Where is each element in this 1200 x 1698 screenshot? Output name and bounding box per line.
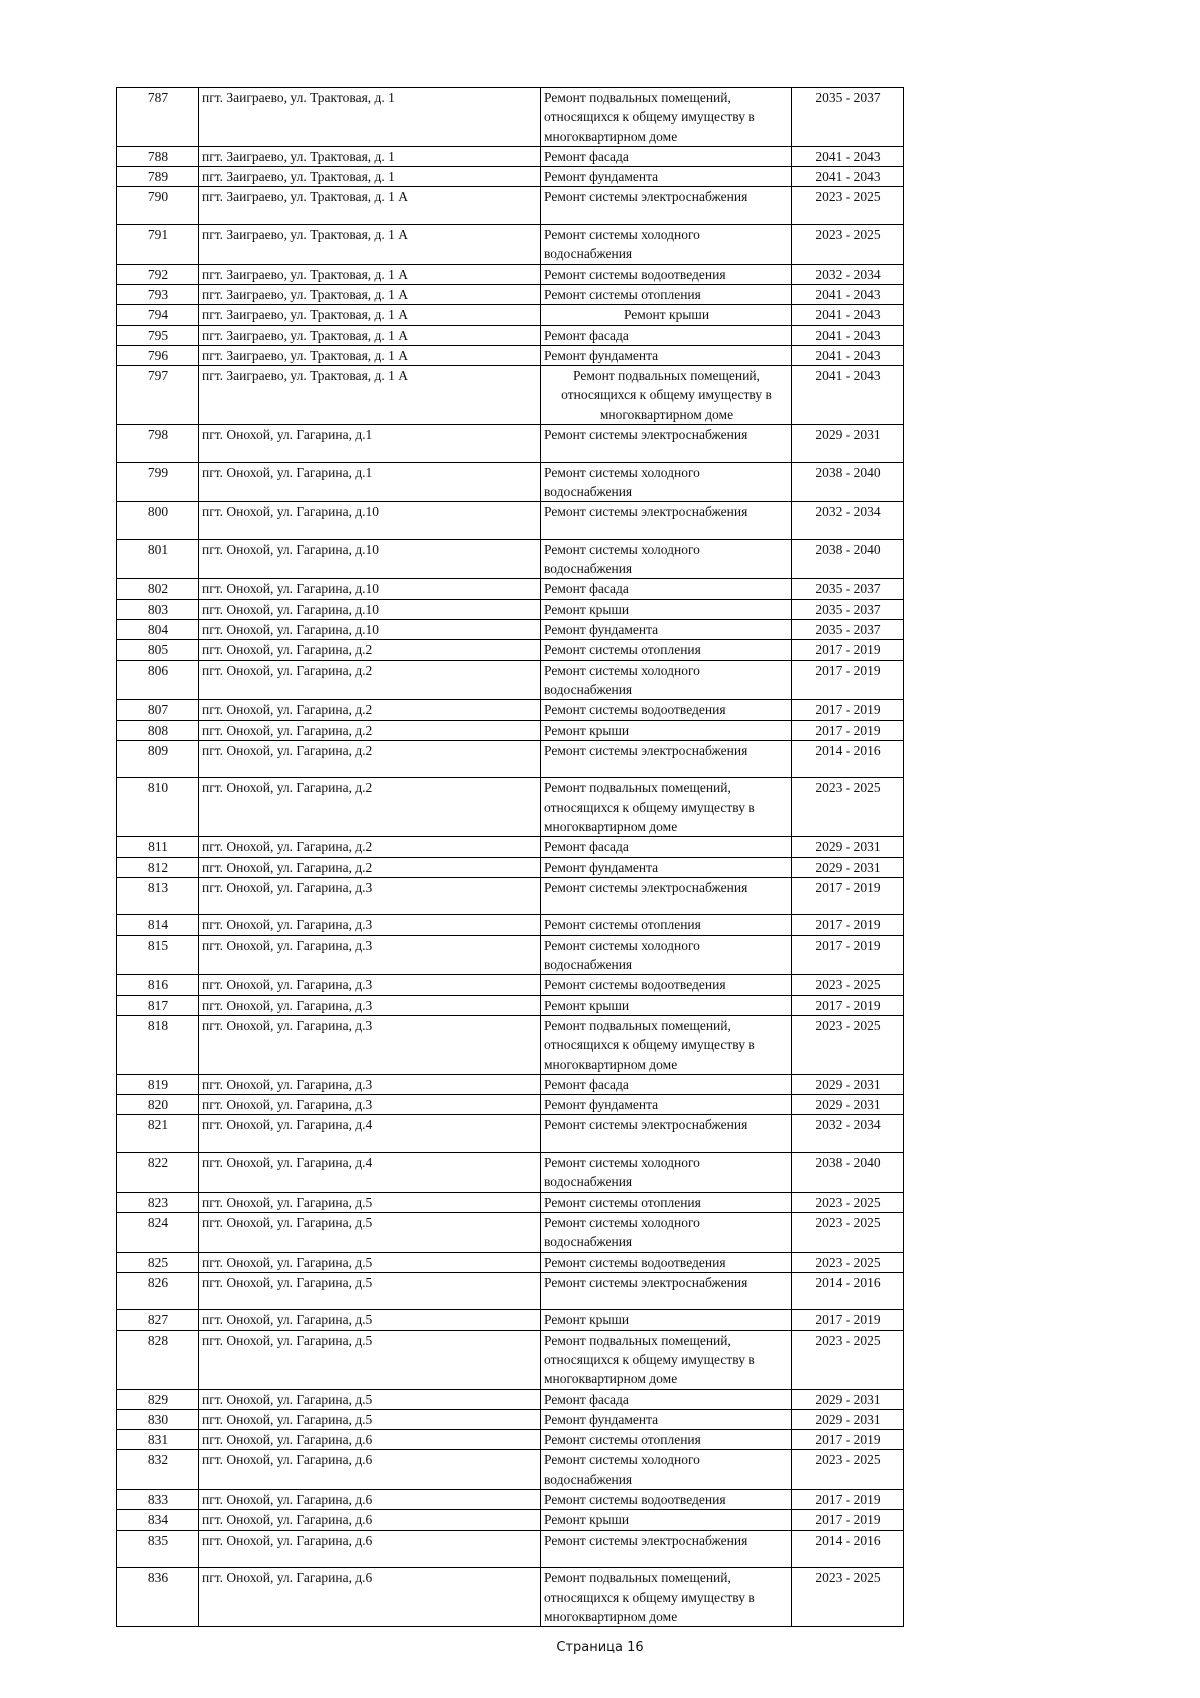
period-cell: 2029 - 2031 — [792, 837, 904, 857]
address-cell: пгт. Онохой, ул. Гагарина, д.6 — [199, 1450, 541, 1490]
address-cell: пгт. Онохой, ул. Гагарина, д.4 — [199, 1115, 541, 1153]
table-row — [117, 88, 904, 147]
period-cell: 2038 - 2040 — [792, 1153, 904, 1193]
table-row — [117, 579, 904, 599]
work-type-cell: Ремонт фундамента — [541, 167, 792, 187]
table-row — [117, 305, 904, 325]
period-cell: 2017 - 2019 — [792, 995, 904, 1015]
row-number-cell: 801 — [117, 539, 199, 579]
period-cell: 2023 - 2025 — [792, 1568, 904, 1627]
table-row — [117, 345, 904, 365]
table-row — [117, 167, 904, 187]
period-cell: 2029 - 2031 — [792, 857, 904, 877]
row-number-cell: 796 — [117, 345, 199, 365]
table-row — [117, 1192, 904, 1212]
work-type-cell: Ремонт подвальных помещений, относящихся к общему имуществу в многоквартирном доме — [541, 1330, 792, 1389]
work-type-cell: Ремонт системы отопления — [541, 640, 792, 660]
period-cell: 2029 - 2031 — [792, 425, 904, 463]
work-type-cell: Ремонт фасада — [541, 1389, 792, 1409]
row-number-cell: 823 — [117, 1192, 199, 1212]
row-number-cell: 787 — [117, 88, 199, 147]
address-cell: пгт. Онохой, ул. Гагарина, д.3 — [199, 1074, 541, 1094]
period-cell: 2017 - 2019 — [792, 915, 904, 935]
period-cell: 2017 - 2019 — [792, 720, 904, 740]
row-number-cell: 815 — [117, 935, 199, 975]
work-type-cell: Ремонт системы водоотведения — [541, 975, 792, 995]
row-number-cell: 791 — [117, 225, 199, 265]
work-type-cell: Ремонт крыши — [541, 720, 792, 740]
period-cell: 2017 - 2019 — [792, 1510, 904, 1530]
row-number-cell: 834 — [117, 1510, 199, 1530]
row-number-cell: 824 — [117, 1212, 199, 1252]
row-number-cell: 825 — [117, 1252, 199, 1272]
table-row — [117, 1095, 904, 1115]
table-row — [117, 1074, 904, 1094]
work-type-cell: Ремонт системы отопления — [541, 1430, 792, 1450]
work-type-cell: Ремонт фасада — [541, 837, 792, 857]
period-cell: 2029 - 2031 — [792, 1409, 904, 1429]
address-cell: пгт. Онохой, ул. Гагарина, д.6 — [199, 1568, 541, 1627]
period-cell: 2035 - 2037 — [792, 579, 904, 599]
table-row — [117, 1153, 904, 1193]
work-type-cell: Ремонт фундамента — [541, 620, 792, 640]
period-cell: 2038 - 2040 — [792, 462, 904, 502]
row-number-cell: 832 — [117, 1450, 199, 1490]
period-cell: 2023 - 2025 — [792, 187, 904, 225]
address-cell: пгт. Онохой, ул. Гагарина, д.3 — [199, 1015, 541, 1074]
period-cell: 2035 - 2037 — [792, 620, 904, 640]
table-row — [117, 1310, 904, 1330]
address-cell: пгт. Онохой, ул. Гагарина, д.1 — [199, 425, 541, 463]
address-cell: пгт. Онохой, ул. Гагарина, д.3 — [199, 995, 541, 1015]
row-number-cell: 833 — [117, 1490, 199, 1510]
table-row — [117, 935, 904, 975]
work-type-cell: Ремонт подвальных помещений, относящихся к общему имуществу в многоквартирном доме — [541, 1568, 792, 1627]
table-row — [117, 1212, 904, 1252]
period-cell: 2041 - 2043 — [792, 345, 904, 365]
work-type-cell: Ремонт системы электроснабжения — [541, 425, 792, 463]
address-cell: пгт. Онохой, ул. Гагарина, д.5 — [199, 1310, 541, 1330]
table-row — [117, 1490, 904, 1510]
table-row — [117, 660, 904, 700]
address-cell: пгт. Онохой, ул. Гагарина, д.6 — [199, 1510, 541, 1530]
table-row — [117, 778, 904, 837]
row-number-cell: 788 — [117, 146, 199, 166]
table-row — [117, 1568, 904, 1627]
work-type-cell: Ремонт системы водоотведения — [541, 264, 792, 284]
address-cell: пгт. Онохой, ул. Гагарина, д.3 — [199, 915, 541, 935]
row-number-cell: 826 — [117, 1272, 199, 1310]
work-type-cell: Ремонт системы отопления — [541, 1192, 792, 1212]
table-row — [117, 1115, 904, 1153]
table-row — [117, 700, 904, 720]
work-type-cell: Ремонт системы холодного водоснабжения — [541, 539, 792, 579]
work-type-cell: Ремонт системы холодного водоснабжения — [541, 660, 792, 700]
address-cell: пгт. Онохой, ул. Гагарина, д.3 — [199, 877, 541, 915]
table-row — [117, 740, 904, 778]
row-number-cell: 798 — [117, 425, 199, 463]
row-number-cell: 794 — [117, 305, 199, 325]
period-cell: 2041 - 2043 — [792, 284, 904, 304]
row-number-cell: 819 — [117, 1074, 199, 1094]
work-type-cell: Ремонт системы холодного водоснабжения — [541, 225, 792, 265]
row-number-cell: 807 — [117, 700, 199, 720]
address-cell: пгт. Онохой, ул. Гагарина, д.5 — [199, 1192, 541, 1212]
address-cell: пгт. Онохой, ул. Гагарина, д.6 — [199, 1530, 541, 1568]
work-type-cell: Ремонт фундамента — [541, 1095, 792, 1115]
period-cell: 2023 - 2025 — [792, 1252, 904, 1272]
work-type-cell: Ремонт фундамента — [541, 345, 792, 365]
address-cell: пгт. Онохой, ул. Гагарина, д.5 — [199, 1212, 541, 1252]
table-row — [117, 1252, 904, 1272]
table-row — [117, 539, 904, 579]
work-type-cell: Ремонт крыши — [541, 995, 792, 1015]
period-cell: 2023 - 2025 — [792, 778, 904, 837]
address-cell: пгт. Онохой, ул. Гагарина, д.2 — [199, 837, 541, 857]
address-cell: пгт. Заиграево, ул. Трактовая, д. 1 — [199, 146, 541, 166]
work-type-cell: Ремонт фундамента — [541, 1409, 792, 1429]
address-cell: пгт. Заиграево, ул. Трактовая, д. 1 А — [199, 264, 541, 284]
table-row — [117, 462, 904, 502]
period-cell: 2029 - 2031 — [792, 1389, 904, 1409]
row-number-cell: 809 — [117, 740, 199, 778]
row-number-cell: 814 — [117, 915, 199, 935]
table-row — [117, 720, 904, 740]
row-number-cell: 802 — [117, 579, 199, 599]
row-number-cell: 806 — [117, 660, 199, 700]
table-row — [117, 502, 904, 540]
row-number-cell: 795 — [117, 325, 199, 345]
row-number-cell: 820 — [117, 1095, 199, 1115]
work-type-cell: Ремонт системы электроснабжения — [541, 1272, 792, 1310]
table-row — [117, 325, 904, 345]
address-cell: пгт. Онохой, ул. Гагарина, д.5 — [199, 1252, 541, 1272]
row-number-cell: 813 — [117, 877, 199, 915]
row-number-cell: 792 — [117, 264, 199, 284]
period-cell: 2023 - 2025 — [792, 1330, 904, 1389]
period-cell: 2029 - 2031 — [792, 1074, 904, 1094]
period-cell: 2041 - 2043 — [792, 325, 904, 345]
row-number-cell: 827 — [117, 1310, 199, 1330]
address-cell: пгт. Заиграево, ул. Трактовая, д. 1 А — [199, 345, 541, 365]
address-cell: пгт. Онохой, ул. Гагарина, д.6 — [199, 1430, 541, 1450]
row-number-cell: 818 — [117, 1015, 199, 1074]
work-type-cell: Ремонт системы холодного водоснабжения — [541, 935, 792, 975]
address-cell: пгт. Онохой, ул. Гагарина, д.2 — [199, 740, 541, 778]
work-type-cell: Ремонт системы холодного водоснабжения — [541, 1450, 792, 1490]
period-cell: 2035 - 2037 — [792, 88, 904, 147]
work-type-cell: Ремонт системы электроснабжения — [541, 1115, 792, 1153]
table-row — [117, 857, 904, 877]
period-cell: 2023 - 2025 — [792, 1015, 904, 1074]
address-cell: пгт. Онохой, ул. Гагарина, д.2 — [199, 778, 541, 837]
row-number-cell: 817 — [117, 995, 199, 1015]
period-cell: 2023 - 2025 — [792, 1192, 904, 1212]
work-type-cell: Ремонт системы электроснабжения — [541, 877, 792, 915]
period-cell: 2035 - 2037 — [792, 599, 904, 619]
table-row — [117, 1530, 904, 1568]
period-cell: 2017 - 2019 — [792, 640, 904, 660]
period-cell: 2032 - 2034 — [792, 1115, 904, 1153]
period-cell: 2017 - 2019 — [792, 700, 904, 720]
address-cell: пгт. Онохой, ул. Гагарина, д.4 — [199, 1153, 541, 1193]
row-number-cell: 811 — [117, 837, 199, 857]
table-row — [117, 1510, 904, 1530]
address-cell: пгт. Онохой, ул. Гагарина, д.5 — [199, 1389, 541, 1409]
work-type-cell: Ремонт фасада — [541, 1074, 792, 1094]
address-cell: пгт. Заиграево, ул. Трактовая, д. 1 А — [199, 187, 541, 225]
period-cell: 2017 - 2019 — [792, 660, 904, 700]
row-number-cell: 812 — [117, 857, 199, 877]
table-row — [117, 1015, 904, 1074]
work-type-cell: Ремонт фундамента — [541, 857, 792, 877]
work-type-cell: Ремонт подвальных помещений, относящихся к общему имуществу в многоквартирном доме — [541, 88, 792, 147]
row-number-cell: 808 — [117, 720, 199, 740]
address-cell: пгт. Заиграево, ул. Трактовая, д. 1 А — [199, 284, 541, 304]
period-cell: 2017 - 2019 — [792, 1430, 904, 1450]
period-cell: 2041 - 2043 — [792, 167, 904, 187]
address-cell: пгт. Онохой, ул. Гагарина, д.10 — [199, 502, 541, 540]
table-row — [117, 599, 904, 619]
address-cell: пгт. Онохой, ул. Гагарина, д.3 — [199, 1095, 541, 1115]
work-type-cell: Ремонт подвальных помещений, относящихся к общему имуществу в многоквартирном доме — [541, 366, 792, 425]
period-cell: 2029 - 2031 — [792, 1095, 904, 1115]
work-type-cell: Ремонт подвальных помещений, относящихся к общему имуществу в многоквартирном доме — [541, 1015, 792, 1074]
address-cell: пгт. Заиграево, ул. Трактовая, д. 1 — [199, 88, 541, 147]
work-type-cell: Ремонт системы водоотведения — [541, 1490, 792, 1510]
table-row — [117, 837, 904, 857]
work-type-cell: Ремонт крыши — [541, 1310, 792, 1330]
work-type-cell: Ремонт системы электроснабжения — [541, 1530, 792, 1568]
address-cell: пгт. Онохой, ул. Гагарина, д.10 — [199, 539, 541, 579]
row-number-cell: 805 — [117, 640, 199, 660]
row-number-cell: 828 — [117, 1330, 199, 1389]
period-cell: 2017 - 2019 — [792, 935, 904, 975]
address-cell: пгт. Онохой, ул. Гагарина, д.5 — [199, 1409, 541, 1429]
address-cell: пгт. Онохой, ул. Гагарина, д.10 — [199, 579, 541, 599]
work-type-cell: Ремонт системы электроснабжения — [541, 187, 792, 225]
work-type-cell: Ремонт системы отопления — [541, 915, 792, 935]
row-number-cell: 831 — [117, 1430, 199, 1450]
row-number-cell: 797 — [117, 366, 199, 425]
address-cell: пгт. Заиграево, ул. Трактовая, д. 1 — [199, 167, 541, 187]
row-number-cell: 804 — [117, 620, 199, 640]
address-cell: пгт. Онохой, ул. Гагарина, д.10 — [199, 620, 541, 640]
repair-schedule-table — [116, 87, 904, 1627]
table-row — [117, 284, 904, 304]
row-number-cell: 800 — [117, 502, 199, 540]
row-number-cell: 799 — [117, 462, 199, 502]
work-type-cell: Ремонт подвальных помещений, относящихся к общему имуществу в многоквартирном доме — [541, 778, 792, 837]
work-type-cell: Ремонт системы электроснабжения — [541, 502, 792, 540]
work-type-cell: Ремонт фасада — [541, 146, 792, 166]
work-type-cell: Ремонт системы водоотведения — [541, 1252, 792, 1272]
work-type-cell: Ремонт системы водоотведения — [541, 700, 792, 720]
row-number-cell: 803 — [117, 599, 199, 619]
table-row — [117, 1430, 904, 1450]
table-row — [117, 264, 904, 284]
period-cell: 2014 - 2016 — [792, 1272, 904, 1310]
work-type-cell: Ремонт крыши — [541, 305, 792, 325]
row-number-cell: 822 — [117, 1153, 199, 1193]
row-number-cell: 816 — [117, 975, 199, 995]
row-number-cell: 829 — [117, 1389, 199, 1409]
address-cell: пгт. Онохой, ул. Гагарина, д.10 — [199, 599, 541, 619]
address-cell: пгт. Онохой, ул. Гагарина, д.3 — [199, 975, 541, 995]
period-cell: 2023 - 2025 — [792, 225, 904, 265]
row-number-cell: 835 — [117, 1530, 199, 1568]
period-cell: 2038 - 2040 — [792, 539, 904, 579]
address-cell: пгт. Онохой, ул. Гагарина, д.2 — [199, 720, 541, 740]
table-row — [117, 620, 904, 640]
table-row — [117, 366, 904, 425]
address-cell: пгт. Онохой, ул. Гагарина, д.2 — [199, 660, 541, 700]
page-number: Страница 16 — [556, 1640, 644, 1655]
period-cell: 2017 - 2019 — [792, 877, 904, 915]
table-row — [117, 995, 904, 1015]
table-row — [117, 1330, 904, 1389]
row-number-cell: 790 — [117, 187, 199, 225]
work-type-cell: Ремонт системы холодного водоснабжения — [541, 1153, 792, 1193]
table-row — [117, 225, 904, 265]
period-cell: 2023 - 2025 — [792, 975, 904, 995]
table-row — [117, 915, 904, 935]
address-cell: пгт. Заиграево, ул. Трактовая, д. 1 А — [199, 366, 541, 425]
work-type-cell: Ремонт крыши — [541, 1510, 792, 1530]
row-number-cell: 810 — [117, 778, 199, 837]
row-number-cell: 821 — [117, 1115, 199, 1153]
work-type-cell: Ремонт фасада — [541, 579, 792, 599]
address-cell: пгт. Онохой, ул. Гагарина, д.2 — [199, 640, 541, 660]
work-type-cell: Ремонт системы холодного водоснабжения — [541, 1212, 792, 1252]
address-cell: пгт. Заиграево, ул. Трактовая, д. 1 А — [199, 305, 541, 325]
table-row — [117, 1409, 904, 1429]
work-type-cell: Ремонт фасада — [541, 325, 792, 345]
period-cell: 2014 - 2016 — [792, 740, 904, 778]
work-type-cell: Ремонт системы электроснабжения — [541, 740, 792, 778]
period-cell: 2032 - 2034 — [792, 502, 904, 540]
row-number-cell: 789 — [117, 167, 199, 187]
period-cell: 2017 - 2019 — [792, 1490, 904, 1510]
table-body — [117, 88, 904, 1627]
table-row — [117, 425, 904, 463]
address-cell: пгт. Онохой, ул. Гагарина, д.2 — [199, 700, 541, 720]
row-number-cell: 793 — [117, 284, 199, 304]
period-cell: 2041 - 2043 — [792, 305, 904, 325]
table-row — [117, 1272, 904, 1310]
period-cell: 2014 - 2016 — [792, 1530, 904, 1568]
work-type-cell: Ремонт крыши — [541, 599, 792, 619]
row-number-cell: 830 — [117, 1409, 199, 1429]
table-row — [117, 975, 904, 995]
address-cell: пгт. Заиграево, ул. Трактовая, д. 1 А — [199, 325, 541, 345]
work-type-cell: Ремонт системы отопления — [541, 284, 792, 304]
period-cell: 2032 - 2034 — [792, 264, 904, 284]
address-cell: пгт. Онохой, ул. Гагарина, д.3 — [199, 935, 541, 975]
period-cell: 2017 - 2019 — [792, 1310, 904, 1330]
period-cell: 2023 - 2025 — [792, 1212, 904, 1252]
work-type-cell: Ремонт системы холодного водоснабжения — [541, 462, 792, 502]
table-row — [117, 877, 904, 915]
period-cell: 2041 - 2043 — [792, 146, 904, 166]
address-cell: пгт. Онохой, ул. Гагарина, д.6 — [199, 1490, 541, 1510]
address-cell: пгт. Онохой, ул. Гагарина, д.5 — [199, 1272, 541, 1310]
period-cell: 2023 - 2025 — [792, 1450, 904, 1490]
row-number-cell: 836 — [117, 1568, 199, 1627]
address-cell: пгт. Онохой, ул. Гагарина, д.2 — [199, 857, 541, 877]
table-row — [117, 640, 904, 660]
address-cell: пгт. Онохой, ул. Гагарина, д.5 — [199, 1330, 541, 1389]
table-row — [117, 1450, 904, 1490]
table-row — [117, 187, 904, 225]
address-cell: пгт. Онохой, ул. Гагарина, д.1 — [199, 462, 541, 502]
table-row — [117, 1389, 904, 1409]
period-cell: 2041 - 2043 — [792, 366, 904, 425]
table-row — [117, 146, 904, 166]
address-cell: пгт. Заиграево, ул. Трактовая, д. 1 А — [199, 225, 541, 265]
